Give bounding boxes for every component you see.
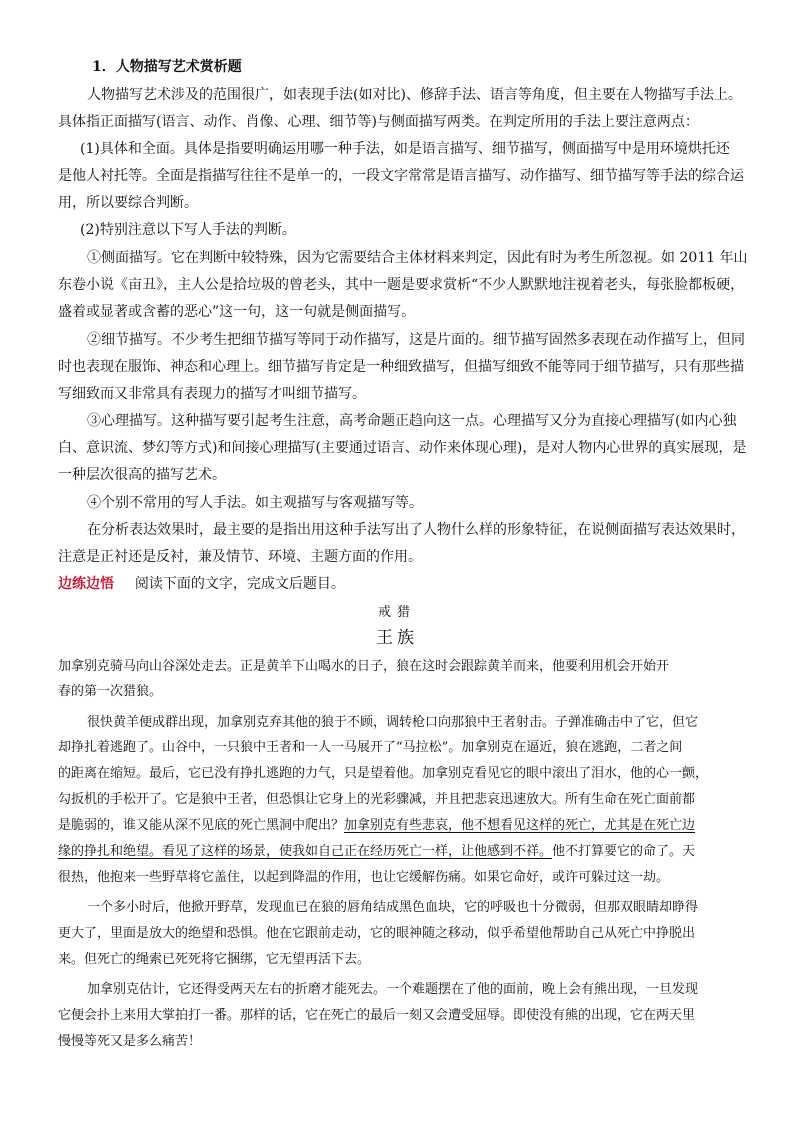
story-line: 慢慢等死又是多么痛苦！ (58, 1034, 202, 1049)
practice-instruction: 阅读下面的文字，完成文后题目。 (134, 576, 345, 592)
paragraph-line: (2)特别注意以下写人手法的判断。 (80, 222, 296, 238)
story-line: 很热，他抱来一些野草将它盖住，以起到降温的作用，也让它缓解伤痛。如果它命好，或许可躲过这一劫。 (58, 870, 670, 885)
story-line: 一个多小时后，他掀开野草，发现血已在狼的唇角结成黑色血块，它的呼吸也十分微弱，但那双眼睛却睁得 (87, 900, 699, 915)
paragraph-line: 一种层次很高的描写艺术。 (58, 467, 226, 483)
story-line: 更大了，里面是放大的绝望和恐惧。他在它跟前走动，它的眼神随之移动，似乎希望他帮助自己从死亡中挣脱出 (58, 926, 696, 941)
story-line: 却挣扎着逃跑了。山谷中，一只狼中王者和一人一马展开了“马拉松”。加拿别克在逼近，狼在逃跑，二者之间 (58, 740, 683, 755)
paragraph-line: ②细节描写。不少考生把细节描写等同于动作描写，这是片面的。细节描写固然多表现在动作描写上，但同 (87, 332, 745, 348)
paragraph-line: 东卷小说《亩丑》，主人公是拾垃圾的曾老头，其中一题是要求赏析“不少人默默地注视着老头，每张脸都板硬， (58, 277, 745, 293)
story-line: 春的第一次猎狼。 (58, 684, 163, 699)
paragraph-line: 在分析表达效果时，最主要的是指出用这种手法写出了人物什么样的形象特征，在说侧面描写表达效果时， (87, 522, 745, 538)
story-line: 加拿别克估计，它还得受两天左右的折磨才能死去。一个难题摆在了他的面前，晚上会有熊出现，一旦发现 (87, 982, 699, 997)
practice-row (58, 574, 345, 594)
story-text: 是脆弱的，谁又能从深不见底的死亡黑洞中爬出？ (58, 818, 345, 833)
story-text: 他不打算要它的命了。天 (552, 844, 696, 859)
paragraph-line: 注意是正衬还是反衬，兼及情节、环境、主题方面的作用。 (58, 549, 422, 565)
story-title: 戒猎 (377, 605, 416, 620)
paragraph-line: ④个别不常用的写人手法。如主观描写与客观描写等。 (87, 495, 423, 511)
story-line: 勾扳机的手松开了。它是狼中王者，但恐惧让它身上的光彩骤减，并且把悲哀迅速放大。所有生命在死亡面前都 (58, 792, 696, 807)
story-line: 它便会扑上来用大掌拍打一番。那样的话，它在死亡的最后一刻又会遭受屈辱。即使没有熊的出现，它在两天里 (58, 1008, 696, 1023)
paragraph-line: 用，所以要综合判断。 (58, 195, 198, 211)
paragraph-line: 盛着或显著或含蓄的恶心”这一句，这一句就是侧面描写。 (58, 304, 416, 320)
story-line: 的距离在缩短。最后，它已没有挣扎逃跑的力气，只是望着他。加拿别克看见它的眼中滚出了泪水，他的心一颤， (58, 766, 709, 781)
paragraph-line: 写细致而又非常具有表现力的描写才叫细节描写。 (58, 386, 366, 402)
underlined-sentence: 加拿别克有些悲哀，他不想看见这样的死亡，尤其是在死亡边 (344, 818, 696, 833)
story-line: 加拿别克骑马向山谷深处走去。正是黄羊下山喝水的日子，狼在这时会跟踪黄羊而来，他要利用机会开始开 (58, 659, 670, 674)
story-author: 王族 (376, 628, 418, 648)
story-line: 很快黄羊便成群出现，加拿别克弃其他的狼于不顾，调转枪口向那狼中王者射击。子弹准确击中了它，但它 (87, 715, 699, 730)
paragraph-line: ①侧面描写。它在判断中较特殊，因为它需要结合主体材料来判定，因此有时为考生所忽视。如 2011 年山 (87, 250, 748, 266)
story-line (58, 842, 695, 862)
story-line (58, 816, 695, 836)
practice-label: 边练边悟 (58, 576, 114, 592)
paragraph-line: (1)具体和全面。具体是指要明确运用哪一种手法，如是语言描写、细节描写，侧面描写中是用环境烘托还 (80, 141, 730, 157)
paragraph-line: 是他人衬托等。全面是指描写往往不是单一的，一段文字常常是语言描写、动作描写、细节描写等手法的综合运 (58, 168, 744, 184)
paragraph-line: 具体指正面描写(语言、动作、肖像、心理、细节等)与侧面描写两类。在判定所用的手法上要注意两点： (58, 114, 699, 130)
section-heading: 1．人物描写艺术赏析题 (92, 59, 242, 75)
paragraph-line: 白、意识流、梦幻等方式)和间接心理描写(主要通过语言、动作来体现心理)，是对人物内心世界的真实展现，是 (58, 440, 747, 456)
underlined-sentence: 缘的挣扎和绝望。看见了这样的场景，使我如自己正在经历死亡一样，让他感到不祥。 (58, 844, 553, 859)
paragraph-line: ③心理描写。这种描写要引起考生注意，高考命题正趋向这一点。心理描写又分为直接心理描写(如内心独 (87, 413, 737, 429)
paragraph-line: 时也表现在服饰、神态和心理上。细节描写肯定是一种细致描写，但描写细致不能等同于细节描写，只有那些描 (58, 359, 744, 375)
paragraph-line: 人物描写艺术涉及的范围很广，如表现手法(如对比)、修辞手法、语言等角度，但主要在人物描写手法上。 (87, 87, 742, 103)
story-line: 来。但死亡的绳索已死死将它捆绑，它无望再活下去。 (58, 952, 371, 967)
